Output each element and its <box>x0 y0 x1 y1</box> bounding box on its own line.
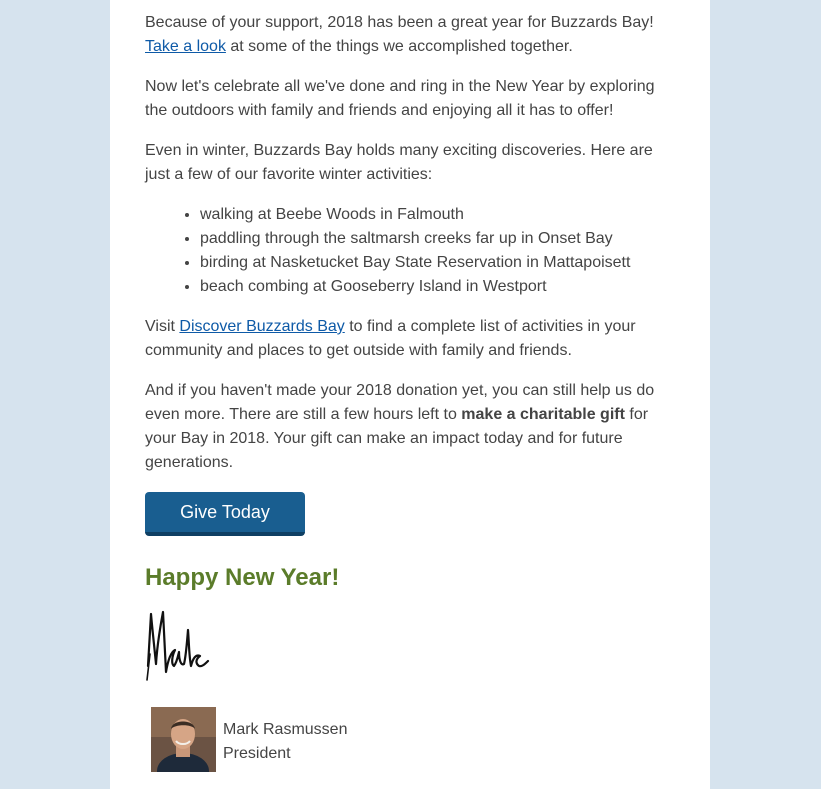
winter-paragraph: Even in winter, Buzzards Bay holds many exciting discoveries. Here are just a few of our favorite winter activities: <box>145 142 653 183</box>
signature-icon <box>145 606 215 682</box>
donation-suffix: for your Bay in 2018. Your gift can make an impact today and for future generations. <box>145 406 649 471</box>
list-item: • beach combing at Gooseberry Island in Westport <box>200 275 675 299</box>
sender-title: President <box>223 745 291 762</box>
sender-name: Mark Rasmussen <box>223 721 348 738</box>
list-item: • paddling through the saltmarsh creeks far up in Onset Bay <box>200 227 675 251</box>
intro-paragraph <box>145 11 675 59</box>
donation-emphasis: make a charitable gift <box>461 406 625 423</box>
intro-after-link-text: at some of the things we accomplished together. <box>225 38 573 55</box>
intro-text: Because of your support, 2018 has been a great year for Buzzards Bay! <box>145 14 654 31</box>
donation-prefix: And if you haven't made your 2018 donation yet, you can still help us do even more. There are still a few hours left to <box>145 382 655 423</box>
visit-paragraph <box>145 315 675 363</box>
avatar <box>151 707 216 772</box>
greeting-heading: Happy New Year! <box>145 564 340 591</box>
give-today-button[interactable]: Give Today <box>145 492 305 536</box>
list-item: • walking at Beebe Woods in Falmouth <box>200 203 675 227</box>
email-card <box>110 0 710 789</box>
list-item: • birding at Nasketucket Bay State Reservation in Mattapoisett <box>200 251 675 275</box>
take-a-look-link[interactable]: Take a look <box>145 38 226 55</box>
celebrate-paragraph: Now let's celebrate all we've done and ring in the New Year by exploring the outdoors with family and friends and enjoying all it has to offer! <box>145 78 655 119</box>
visit-prefix: Visit <box>145 318 180 335</box>
donation-paragraph <box>145 379 675 475</box>
portrait-photo-icon <box>151 707 216 772</box>
discover-buzzards-bay-link[interactable]: Discover Buzzards Bay <box>179 318 345 335</box>
visit-suffix: to find a complete list of activities in your community and places to get outside with family and friends. <box>145 318 636 359</box>
activities-list <box>145 203 675 299</box>
